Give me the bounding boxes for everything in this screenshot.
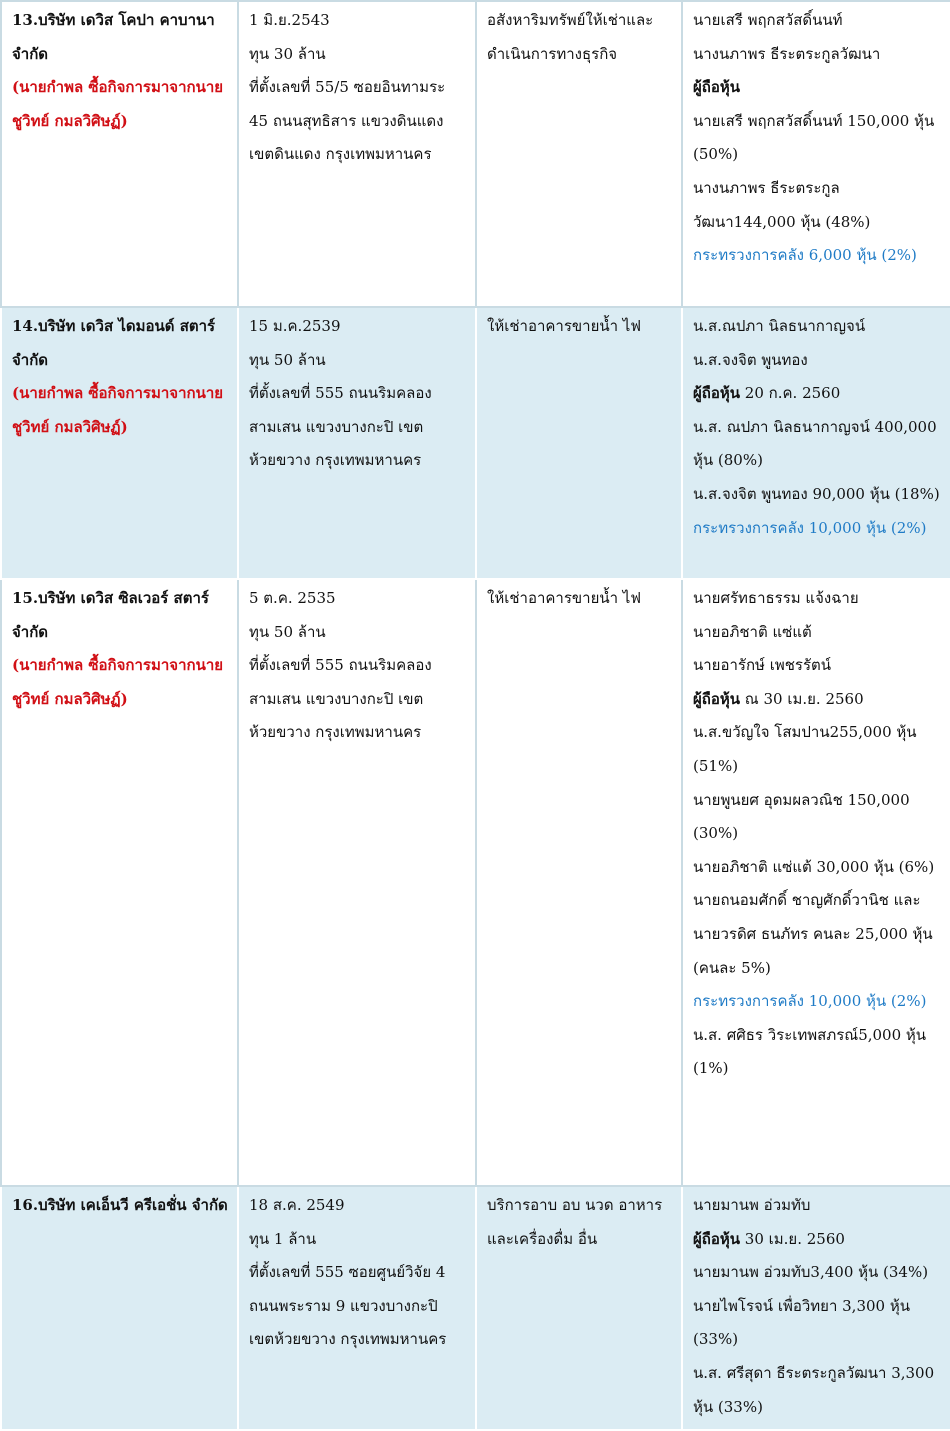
company-name: 16.บริษัท เคเอ็นวี ครีเอชั่น จำกัด	[12, 1196, 228, 1214]
director: นางนภาพร ธีระตระกูลวัฒนา	[693, 44, 881, 63]
director: นายเสรี พฤกสวัสดิ์นนท์	[693, 11, 843, 29]
table-row	[1, 1, 950, 307]
director: นายศรัทธาธรรม แจ้งฉาย	[693, 589, 859, 607]
address: ที่ตั้งเลขที่ 555 ถนนริมคลองสามเสน แขวงบางกะปิ เขตห้วยขวาง กรุงเทพมหานคร	[249, 656, 432, 742]
table-row	[1, 307, 950, 579]
business-type: ให้เช่าอาคารขายน้ำ ไฟ	[487, 317, 641, 335]
capital: ทุน 50 ล้าน	[249, 622, 326, 641]
company-cell	[1, 1186, 238, 1430]
address: ที่ตั้งเลขที่ 55/5 ซอยอินทามระ 45 ถนนสุทธิสาร แขวงดินแดง เขตดินแดง กรุงเทพมหานคร	[249, 78, 446, 164]
company-cell	[1, 579, 238, 1186]
shareholder: นายไพโรจน์ เพื่อวิทยา 3,300 หุ้น (33%)	[693, 1296, 910, 1349]
table-row	[1, 579, 950, 1186]
shareholder: นายอภิชาติ แซ่แต้ 30,000 หุ้น (6%)	[693, 857, 935, 876]
shareholder: นางนภาพร ธีระตระกูลวัฒนา144,000 หุ้น (48%)	[693, 178, 871, 231]
capital: ทุน 30 ล้าน	[249, 44, 326, 63]
registration-cell	[238, 1186, 476, 1430]
shareholder: นายเสรี พฤกสวัสดิ์นนท์ 150,000 หุ้น (50%)	[693, 111, 935, 164]
shareholders-date: ณ 30 เม.ย. 2560	[740, 689, 864, 708]
business-type: อสังหาริมทรัพย์ให้เช่าและดำเนินการทางธุรกิจ	[487, 11, 654, 63]
shareholder: น.ส.ขวัญใจ โสมปาน255,000 หุ้น (51%)	[693, 723, 917, 775]
shareholders-header: ผู้ถือหุ้น	[693, 384, 741, 403]
director: นายมานพ อ่วมทับ	[693, 1196, 811, 1214]
registration-cell	[238, 579, 476, 1186]
acquired-note: (นายกำพล ซื้อกิจการมาจากนาย ชูวิทย์ กมลวิศิษฏ์)	[12, 78, 224, 130]
company-name: 13.บริษัท เดวิส โคปา คาบานา จำกัด	[12, 11, 215, 63]
shareholders-date: 20 ก.ค. 2560	[740, 384, 841, 403]
director: น.ส.จงจิต พูนทอง	[693, 350, 808, 369]
registration-date: 1 มิ.ย.2543	[249, 11, 330, 29]
business-cell	[476, 307, 682, 579]
shareholders-header: ผู้ถือหุ้น	[693, 1229, 741, 1248]
company-cell	[1, 307, 238, 579]
registration-cell	[238, 1, 476, 307]
shareholders-date: 30 เม.ย. 2560	[740, 1229, 845, 1248]
shareholder: น.ส. ศศิธร วิระเทพสภรณ์5,000 หุ้น (1%)	[693, 1025, 927, 1078]
capital: ทุน 50 ล้าน	[249, 350, 326, 369]
shareholder: น.ส. ศรีสุดา ธีระตระกูลวัฒนา 3,300 หุ้น (33%)	[693, 1363, 935, 1416]
director: น.ส.ณปภา นิลธนากาญจน์	[693, 317, 866, 335]
people-cell	[682, 579, 950, 1186]
shareholder: นายมานพ อ่วมทับ3,400 หุ้น (34%)	[693, 1263, 929, 1282]
address: ที่ตั้งเลขที่ 555 ถนนริมคลองสามเสน แขวงบางกะปิ เขตห้วยขวาง กรุงเทพมหานคร	[249, 384, 432, 470]
acquired-note: (นายกำพล ซื้อกิจการมาจากนาย ชูวิทย์ กมลวิศิษฏ์)	[12, 656, 224, 708]
capital: ทุน 1 ล้าน	[249, 1229, 317, 1248]
shareholder: น.ส.จงจิต พูนทอง 90,000 หุ้น (18%)	[693, 484, 940, 503]
ministry-shareholder: กระทรวงการคลัง 10,000 หุ้น (2%)	[693, 518, 927, 537]
company-cell	[1, 1, 238, 307]
table-row	[1, 1186, 950, 1430]
people-cell	[682, 307, 950, 579]
director: นายอารักษ์ เพชรรัตน์	[693, 656, 831, 675]
registration-date: 15 ม.ค.2539	[249, 317, 341, 335]
business-type: บริการอาบ อบ นวด อาหาร และเครื่องดื่ม อื่น	[487, 1196, 663, 1248]
ministry-shareholder: กระทรวงการคลัง 6,000 หุ้น (2%)	[693, 246, 917, 265]
shareholders-header: ผู้ถือหุ้น	[693, 689, 741, 708]
ministry-shareholder: กระทรวงการคลัง 10,000 หุ้น (2%)	[693, 992, 927, 1011]
business-cell	[476, 1, 682, 307]
acquired-note: (นายกำพล ซื้อกิจการมาจากนาย ชูวิทย์ กมลวิศิษฏ์)	[12, 384, 224, 436]
business-cell	[476, 579, 682, 1186]
people-cell	[682, 1186, 950, 1430]
business-type: ให้เช่าอาคารขายน้ำ ไฟ	[487, 589, 641, 607]
business-cell	[476, 1186, 682, 1430]
people-cell	[682, 1, 950, 307]
company-name: 14.บริษัท เดวิส ไดมอนด์ สตาร์ จำกัด	[12, 317, 216, 369]
address: ที่ตั้งเลขที่ 555 ซอยศูนย์วิจัย 4 ถนนพระราม 9 แขวงบางกะปิ เขตห้วยขวาง กรุงเทพมหานคร	[249, 1263, 447, 1349]
shareholders-header: ผู้ถือหุ้น	[693, 78, 741, 97]
shareholder: น.ส. ณปภา นิลธนากาญจน์ 400,000 หุ้น (80%)	[693, 417, 937, 470]
registration-date: 18 ส.ค. 2549	[249, 1196, 345, 1214]
company-name: 15.บริษัท เดวิส ซิลเวอร์ สตาร์ จำกัด	[12, 589, 209, 641]
registration-date: 5 ต.ค. 2535	[249, 589, 336, 607]
shareholder: นายพูนยศ อุดมผลวณิช 150,000 (30%)	[693, 790, 910, 843]
director: นายอภิชาติ แซ่แต้	[693, 622, 812, 641]
shareholder: นายถนอมศักดิ์ ชาญศักดิ์วานิช และนายวรดิศ ธนภัทร คนละ 25,000 หุ้น (คนละ 5%)	[693, 891, 933, 977]
registration-cell	[238, 307, 476, 579]
